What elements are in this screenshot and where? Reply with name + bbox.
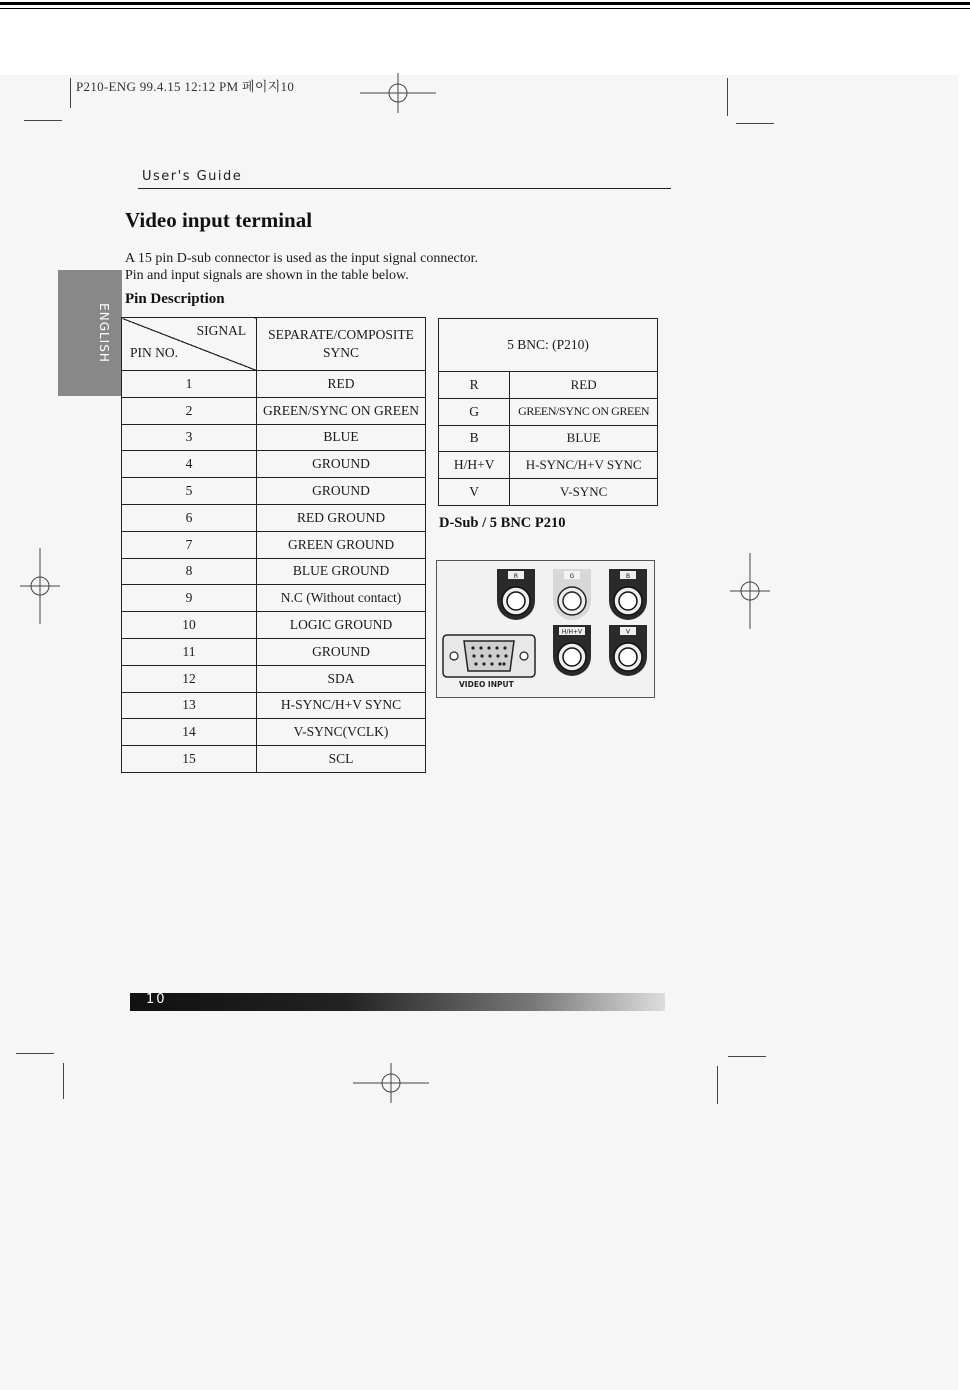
print-slug: P210-ENG 99.4.15 12:12 PM 페이지10 — [76, 79, 295, 94]
pin-signal: GREEN/SYNC ON GREEN — [257, 397, 426, 424]
video-input-caption: VIDEO INPUT — [459, 680, 514, 689]
table-row — [122, 478, 426, 505]
table-row — [122, 397, 426, 424]
registration-mark-icon — [730, 553, 770, 629]
pin-number: 7 — [122, 531, 257, 558]
bnc-label-b: B — [625, 573, 631, 580]
table-row — [122, 504, 426, 531]
connector-panel — [436, 560, 655, 698]
header-line: SEPARATE/COMPOSITE — [268, 327, 414, 342]
crop-mark — [63, 1063, 64, 1099]
pin-number: 6 — [122, 504, 257, 531]
crop-mark — [728, 1056, 766, 1057]
footer-bar — [130, 993, 665, 1011]
bnc-signal: BLUE — [510, 425, 658, 452]
table-row — [122, 451, 426, 478]
crop-mark — [16, 1053, 54, 1054]
pin-signal: SCL — [257, 746, 426, 773]
running-header: User's Guide — [142, 169, 243, 184]
pin-number: 1 — [122, 371, 257, 398]
table-row — [122, 585, 426, 612]
pin-number: 5 — [122, 478, 257, 505]
bnc-pin: R — [439, 372, 510, 399]
crop-mark — [736, 123, 774, 124]
pin-number: 9 — [122, 585, 257, 612]
table-row — [439, 425, 658, 452]
pin-signal: BLUE GROUND — [257, 558, 426, 585]
pin-signal: V-SYNC(VCLK) — [257, 719, 426, 746]
bnc-signal: H-SYNC/H+V SYNC — [510, 452, 658, 479]
pin-signal: GROUND — [257, 478, 426, 505]
bnc-blue-connector-icon — [609, 569, 647, 620]
registration-mark-icon — [353, 1063, 429, 1103]
bnc-table — [438, 318, 658, 506]
table-row — [122, 424, 426, 451]
table-row — [122, 638, 426, 665]
language-tab-label: ENGLISH — [97, 303, 111, 363]
bnc-pin: B — [439, 425, 510, 452]
page-title: Video input terminal — [125, 208, 313, 232]
bnc-vsync-connector-icon — [609, 625, 647, 676]
table-row — [122, 692, 426, 719]
table-row — [122, 612, 426, 639]
intro-paragraph — [125, 250, 478, 284]
header-sync-type — [257, 318, 426, 371]
header-signal: SIGNAL — [196, 323, 247, 338]
connector-heading: D-Sub / 5 BNC P210 — [439, 515, 566, 531]
bnc-label-hv: H/H+V — [561, 628, 583, 636]
pin-signal: RED — [257, 371, 426, 398]
bnc-signal: RED — [510, 372, 658, 399]
table-row — [122, 558, 426, 585]
pin-number: 4 — [122, 451, 257, 478]
dsub-connector-icon — [443, 635, 535, 677]
pin-signal: BLUE — [257, 424, 426, 451]
header-line: SYNC — [323, 345, 360, 360]
page-number: 10 — [146, 992, 167, 1007]
crop-mark — [727, 78, 728, 116]
connector-illustration — [437, 561, 654, 697]
bnc-label-v: V — [625, 628, 631, 636]
pin-signal: N.C (Without contact) — [257, 585, 426, 612]
pin-number: 12 — [122, 665, 257, 692]
bnc-header: 5 BNC: (P210) — [439, 319, 658, 372]
bnc-green-connector-icon — [553, 569, 591, 620]
language-tab — [58, 270, 122, 396]
table-row — [122, 746, 426, 773]
pin-signal: GROUND — [257, 451, 426, 478]
bnc-pin: V — [439, 479, 510, 506]
bnc-pin: H/H+V — [439, 452, 510, 479]
bnc-pin: G — [439, 398, 510, 425]
crop-mark — [70, 78, 71, 108]
pin-number: 3 — [122, 424, 257, 451]
pin-signal: GREEN GROUND — [257, 531, 426, 558]
pin-number: 11 — [122, 638, 257, 665]
table-row — [122, 665, 426, 692]
pin-description-table — [121, 317, 426, 773]
pin-number: 10 — [122, 612, 257, 639]
registration-mark-icon — [360, 73, 436, 113]
intro-line: Pin and input signals are shown in the table below. — [125, 268, 409, 283]
pin-signal: LOGIC GROUND — [257, 612, 426, 639]
crop-mark — [24, 120, 62, 121]
pin-signal: SDA — [257, 665, 426, 692]
table-header-row — [439, 319, 658, 372]
table-row — [122, 719, 426, 746]
bnc-red-connector-icon — [497, 569, 535, 620]
pin-signal: RED GROUND — [257, 504, 426, 531]
table-row — [439, 372, 658, 399]
top-rule-thick — [0, 2, 970, 5]
pin-signal: H-SYNC/H+V SYNC — [257, 692, 426, 719]
table-row — [122, 531, 426, 558]
table-row — [439, 452, 658, 479]
pin-number: 2 — [122, 397, 257, 424]
crop-mark — [717, 1066, 718, 1104]
bnc-label-g: G — [569, 573, 575, 580]
pin-number: 13 — [122, 692, 257, 719]
bnc-label-r: R — [513, 573, 519, 580]
bnc-signal: GREEN/SYNC ON GREEN — [510, 398, 658, 425]
table-row — [439, 479, 658, 506]
header-pin-no: PIN NO. — [130, 345, 179, 360]
pin-signal: GROUND — [257, 638, 426, 665]
diagonal-header-cell — [122, 318, 257, 371]
table-header-row — [122, 318, 426, 371]
pin-number: 8 — [122, 558, 257, 585]
header-rule — [138, 188, 671, 189]
table-row — [439, 398, 658, 425]
bnc-signal: V-SYNC — [510, 479, 658, 506]
intro-line: A 15 pin D-sub connector is used as the input signal connector. — [125, 251, 479, 266]
pin-description-heading: Pin Description — [125, 291, 225, 307]
table-row — [122, 371, 426, 398]
pin-number: 14 — [122, 719, 257, 746]
registration-mark-icon — [20, 548, 60, 624]
bnc-hsync-connector-icon — [553, 625, 591, 676]
top-rule-thin — [0, 8, 970, 9]
pin-number: 15 — [122, 746, 257, 773]
